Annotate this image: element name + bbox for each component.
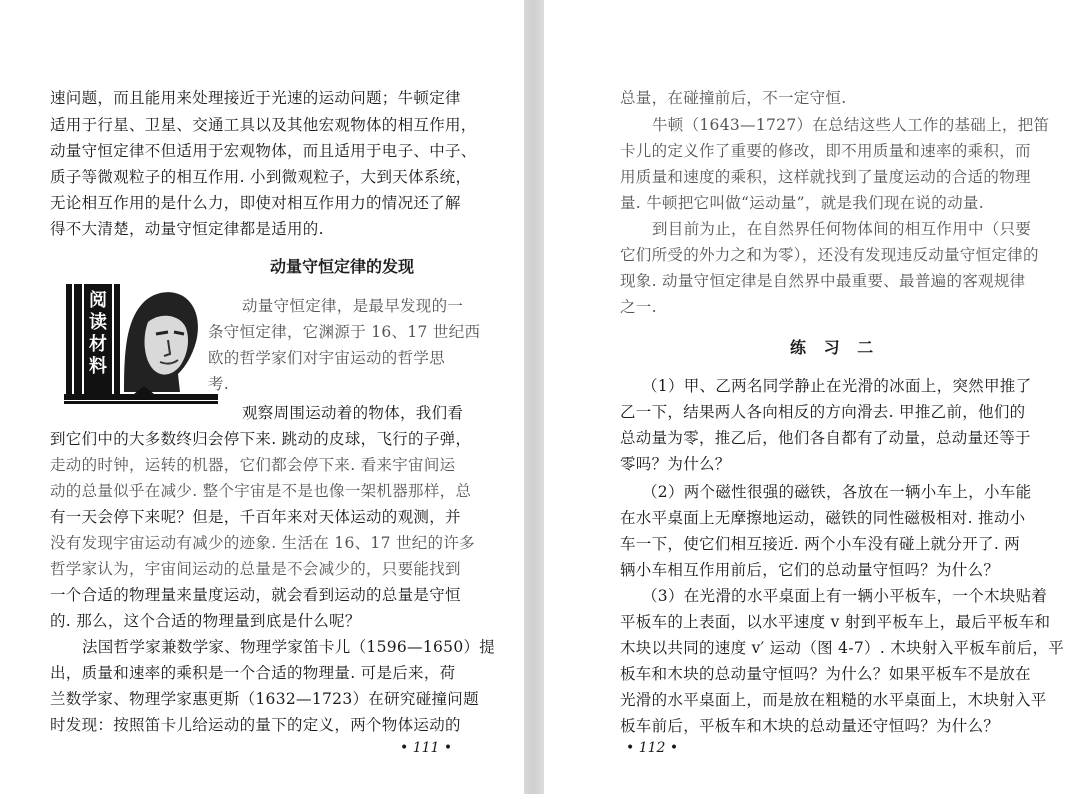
text-line: 兰数学家、物理学家惠更斯（1632—1723）在研究碰撞问题 xyxy=(50,690,479,708)
text-line: 到它们中的大多数终归会停下来. 跳动的皮球，飞行的子弹， xyxy=(50,430,472,448)
text-line: 哲学家认为，宇宙间运动的总量是不会减少的，只要能找到 xyxy=(50,560,461,578)
text-line: 出，质量和速率的乘积是一个合适的物理量. 可是后来，荷 xyxy=(50,664,456,682)
text-line: 走动的时钟，运转的机器，它们都会停下来. 看来宇宙间运 xyxy=(50,456,456,474)
page-number: • 111 • xyxy=(400,740,453,756)
text-line: 考. xyxy=(208,375,230,393)
section-title: 动量守恒定律的发现 xyxy=(270,257,415,276)
text-line: 量. 牛顿把它叫做“运动量”，就是我们现在说的动量. xyxy=(620,194,984,212)
text-line: 有一天会停下来呢？但是，千百年来对天体运动的观测，并 xyxy=(50,508,461,526)
text-line: 总动量为零，推乙后，他们各自都有了动量，总动量还等于 xyxy=(620,429,1031,447)
text-line: 车一下，使它们相互接近. 两个小车没有碰上就分开了. 两 xyxy=(620,535,1021,553)
text-line: 零吗？为什么？ xyxy=(620,455,731,473)
text-line: 卡儿的定义作了重要的修改，即不用质量和速率的乘积，而 xyxy=(620,142,1031,160)
text-line: 辆小车相互作用前后，它们的总动量守恒吗？为什么？ xyxy=(620,561,1000,579)
left-page xyxy=(0,0,524,794)
text-line: 板车和木块的总动量守恒吗？为什么？如果平板车不是放在 xyxy=(620,665,1031,683)
text-line: 得不大清楚，动量守恒定律都是适用的. xyxy=(50,220,324,238)
text-line: 速问题，而且能用来处理接近于光速的运动问题；牛顿定律 xyxy=(50,89,461,107)
text-line: 到目前为止，在自然界任何物体间的相互作用中（只要 xyxy=(652,220,1032,238)
text-line: 适用于行星、卫星、交通工具以及其他宏观物体的相互作用， xyxy=(50,116,477,134)
text-line: 条守恒定律，它渊源于 16、17 世纪西 xyxy=(208,323,481,341)
exercise-title: 练 习 二 xyxy=(790,338,880,357)
text-line: 动的总量似乎在减少. 整个宇宙是不是也像一架机器那样，总 xyxy=(50,482,472,500)
badge-char: 料 xyxy=(89,356,107,377)
text-line: 没有发现宇宙运动有减少的迹象. 生活在 16、17 世纪的许多 xyxy=(50,534,475,552)
text-line: 法国哲学家兼数学家、物理学家笛卡儿（1596—1650）提 xyxy=(82,638,496,656)
text-line: （1）甲、乙两名同学静止在光滑的冰面上，突然甲推了 xyxy=(642,377,1032,395)
page-number: • 112 • xyxy=(626,740,679,756)
text-line: 欧的哲学家们对宇宙运动的哲学思 xyxy=(208,349,446,367)
text-line: 光滑的水平桌面上，而是放在粗糙的水平桌面上，木块射入平 xyxy=(620,691,1047,709)
text-line: 木块以共同的速度 v′ 运动（图 4-7）. 木块射入平板车前后，平 xyxy=(620,639,1065,657)
text-line: 在水平桌面上无摩擦地运动，磁铁的同性磁极相对. 推动小 xyxy=(620,509,1026,527)
reading-material-figure xyxy=(64,282,218,406)
book-gutter xyxy=(524,0,544,794)
text-line: （3）在光滑的水平桌面上有一辆小平板车，一个木块贴着 xyxy=(642,587,1048,605)
text-line: 观察周围运动着的物体，我们看 xyxy=(242,404,464,422)
text-line: （2）两个磁性很强的磁铁，各放在一辆小车上，小车能 xyxy=(642,483,1032,501)
text-line: 乙一下，结果两人各向相反的方向滑去. 甲推乙前，他们的 xyxy=(620,403,1026,421)
text-line: 用质量和速度的乘积，这样就找到了量度运动的合适的物理 xyxy=(620,168,1031,186)
text-line: 一个合适的物理量来量度运动，就会看到运动的总量是守恒 xyxy=(50,586,461,604)
text-line: 之一. xyxy=(620,298,657,316)
text-line: 它们所受的外力之和为零），还没有发现违反动量守恒定律的 xyxy=(620,246,1039,264)
text-line: 平板车的上表面，以水平速度 v 射到平板车上，最后平板车和 xyxy=(620,613,1051,631)
text-line: 动量守恒定律，是最早发现的一 xyxy=(242,297,464,315)
text-line: 总量，在碰撞前后，不一定守恒. xyxy=(620,89,847,107)
text-line: 现象. 动量守恒定律是自然界中最重要、最普遍的客观规律 xyxy=(620,272,1026,290)
text-line: 的. 那么，这个合适的物理量到底是什么呢？ xyxy=(50,612,361,630)
badge-char: 阅 xyxy=(89,290,107,311)
reading-material-badge xyxy=(86,290,110,378)
badge-char: 读 xyxy=(89,312,107,333)
text-line: 板车前后，平板车和木块的总动量还守恒吗？为什么？ xyxy=(620,717,1000,735)
text-line: 无论相互作用的是什么力，即使对相互作用力的情况还了解 xyxy=(50,194,461,212)
text-line: 质子等微观粒子的相互作用. 小到微观粒子，大到天体系统， xyxy=(50,168,472,186)
text-line: 动量守恒定律不但适用于宏观物体，而且适用于电子、中子、 xyxy=(50,142,477,160)
badge-char: 材 xyxy=(89,334,107,355)
text-line: 牛顿（1643—1727）在总结这些人工作的基础上，把笛 xyxy=(652,116,1050,134)
text-line: 时发现：按照笛卡儿给运动的量下的定义，两个物体运动的 xyxy=(50,716,461,734)
